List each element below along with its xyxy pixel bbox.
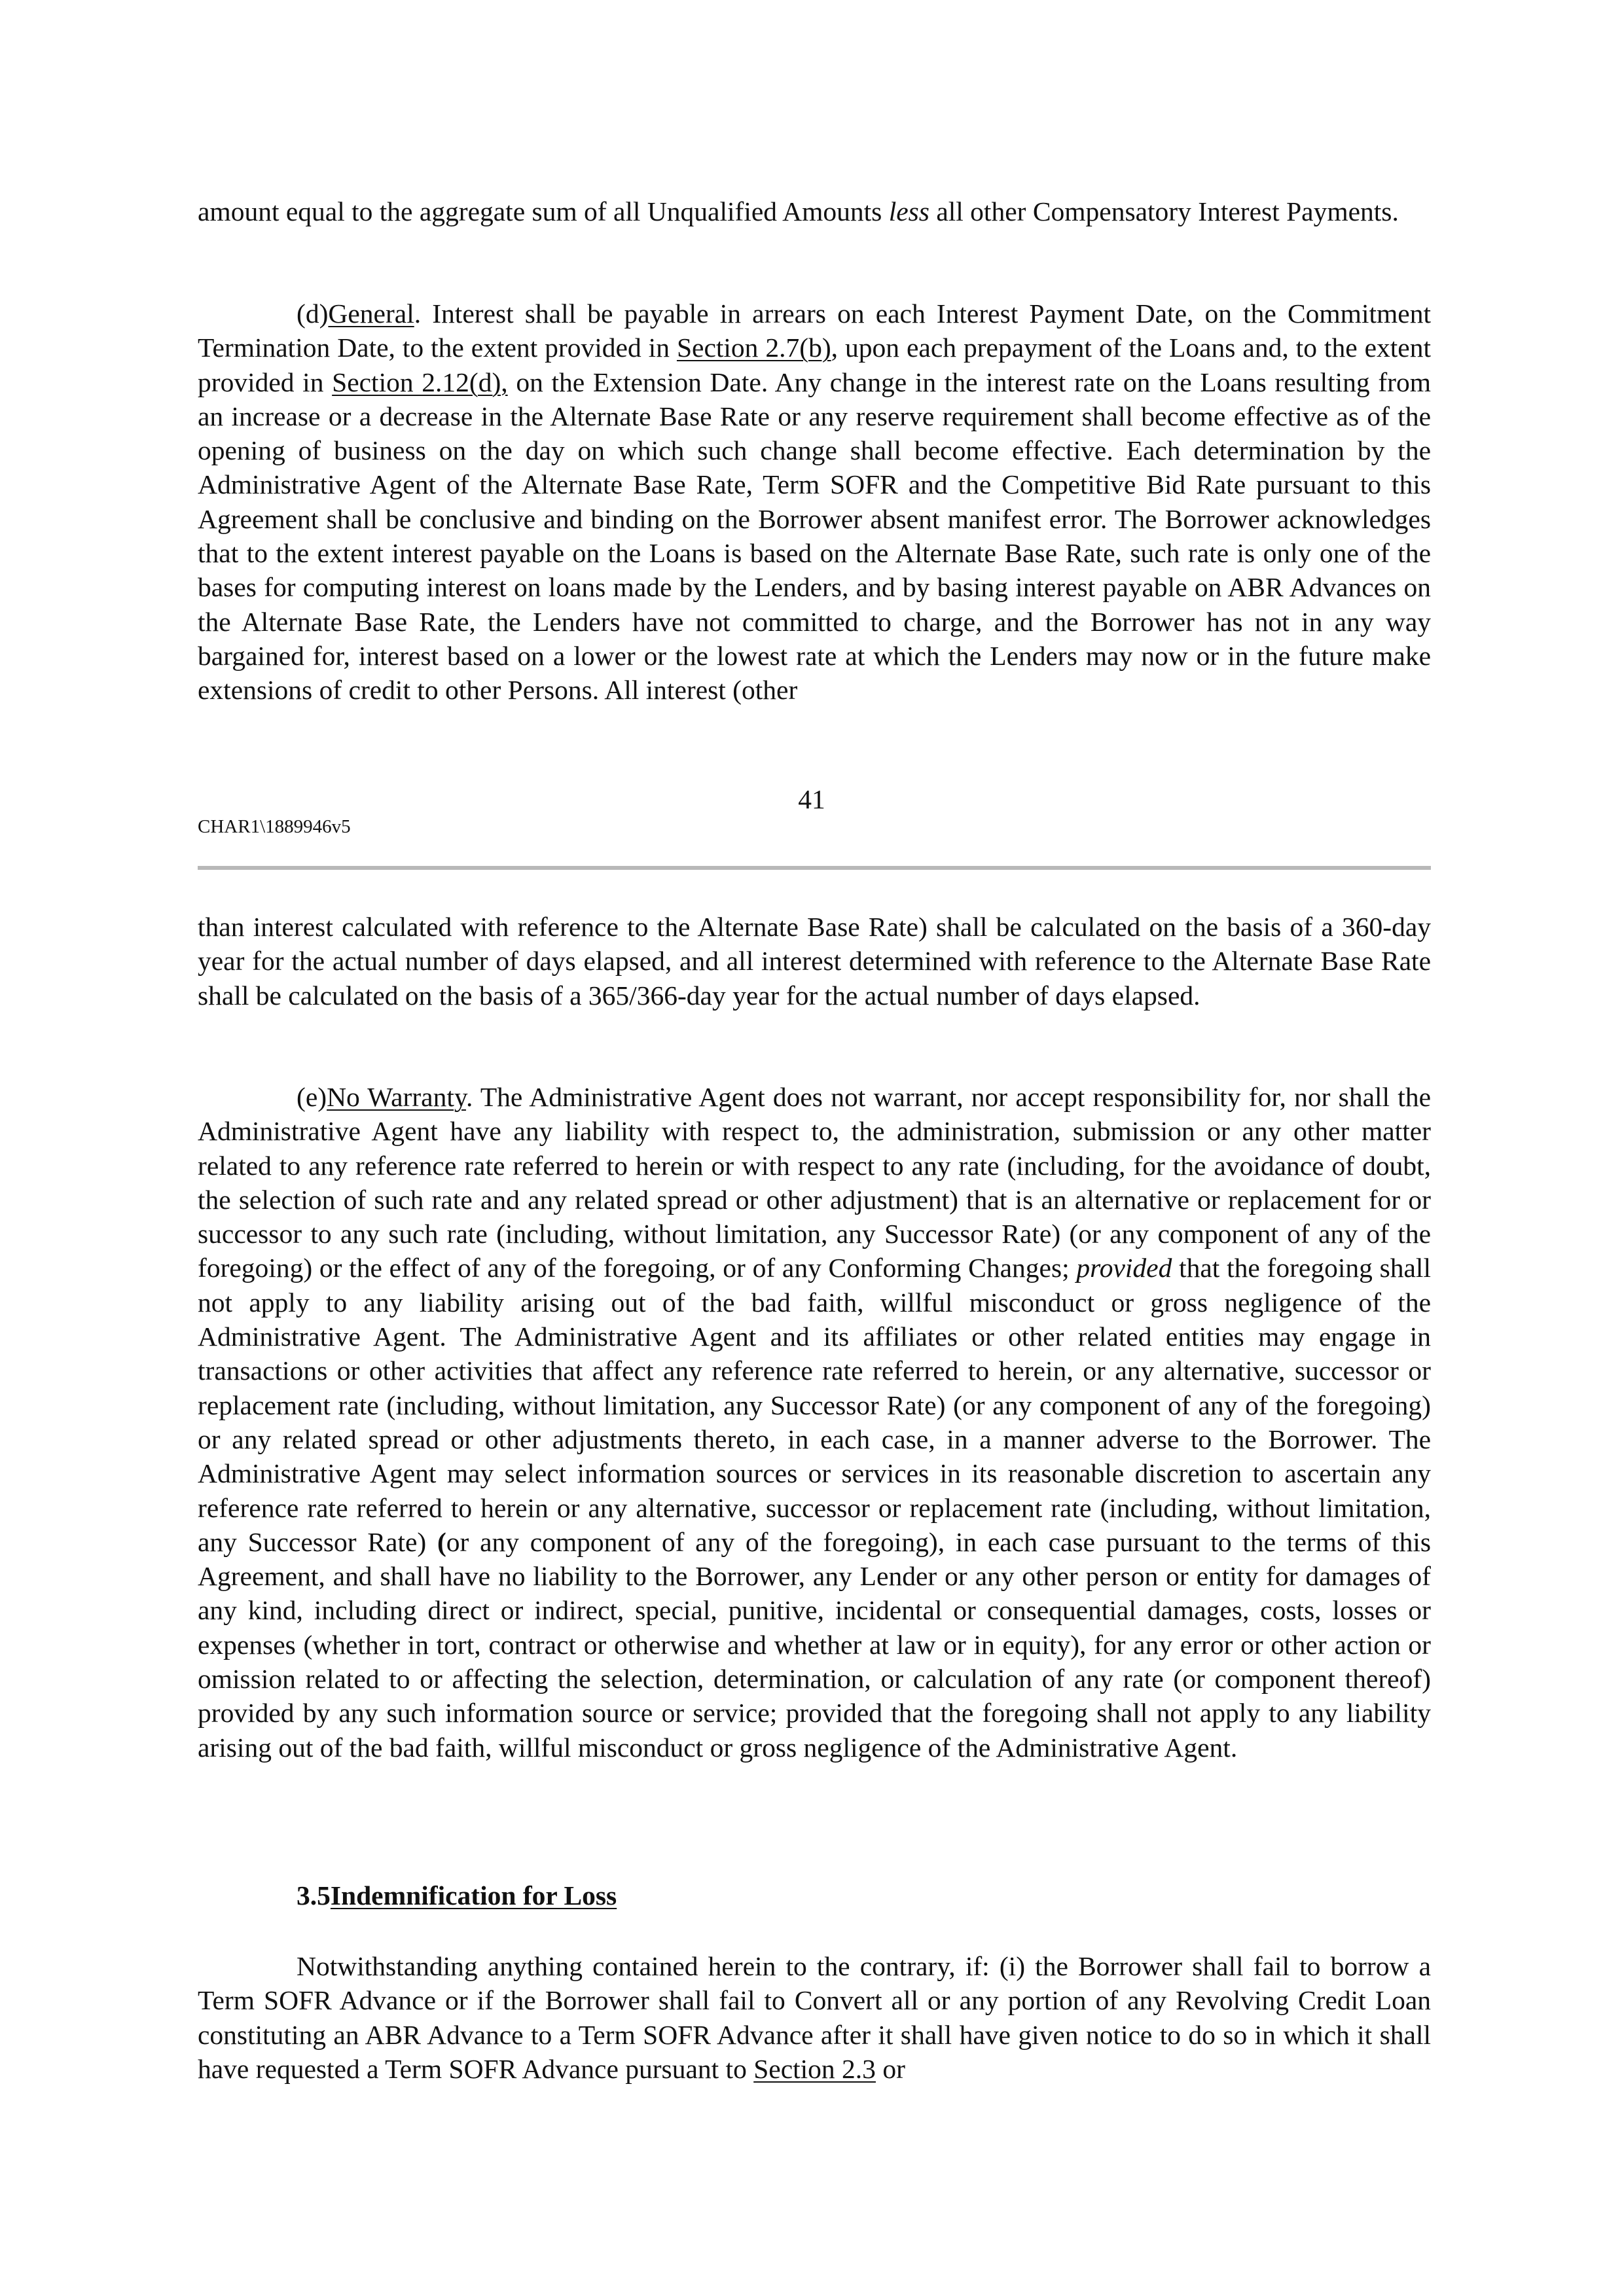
- section-reference-2-7-b: Section 2.7(b): [676, 332, 831, 363]
- italic-term-provided: provided: [1076, 1253, 1172, 1283]
- section-number: 3.5: [297, 1880, 331, 1910]
- text-run: or: [875, 2053, 905, 2084]
- page-divider: [198, 866, 1431, 870]
- paragraph-notwithstanding: [198, 1949, 1431, 2086]
- paragraph-d-general: [198, 296, 1431, 708]
- section-reference-2-12-d: Section 2.12(d),: [332, 367, 508, 397]
- paragraph-heading-no-warranty: No Warranty: [327, 1082, 466, 1112]
- italic-term-less: less: [888, 196, 929, 226]
- text-run: all other Compensatory Interest Payments.: [929, 196, 1399, 226]
- section-heading-3-5: [297, 1878, 617, 1912]
- page-number: 41: [798, 784, 825, 814]
- bold-parenthesis: (: [437, 1526, 446, 1557]
- text-run: or any component of any of the foregoing), in each case pursuant to the terms of this Agreement, and shall have no liability to the Borrower, any Lender or any other person or entity for damages of any kind, including direct or indirect, special, punitive, incidental or consequential damages, costs, losses or expenses (whether in tort, contract or otherwise and whether at law or in equity), for any error or other action or omission related to or affecting the selection, determination, or calculation of any rate (or component thereof) provided by any such information source or service; provided that the foregoing shall not apply to any liability arising out of the bad faith, willful misconduct or gross negligence of the Administrative Agent.: [198, 1526, 1432, 1763]
- text-run: . The Administrative Agent does not warrant, nor accept responsibility for, nor shall the Administrative Agent have any liability with respect to, the administration, submission or any other matter related to any reference rate referred to herein or with respect to any rate (including, for the avoidance of doubt, the selection of such rate and any related spread or other adjustment) that is an alternative or replacement for or successor to any such rate (including, without limitation, any Successor Rate) (or any component of any of the foregoing) or the effect of any of the foregoing, or of any Conforming Changes;: [198, 1082, 1431, 1283]
- text-run: . Interest shall be payable in arrears on each Interest Payment Date, on the Commitment Termination Date, to the extent provided in: [198, 298, 1431, 363]
- text-run: that the foregoing shall not apply to any liability arising out of the bad faith, willful misconduct or gross negligence of the Administrative Agent. The Administrative Agent and its affiliates or other related entities may engage in transactions or other activities that affect any reference rate referred to herein, or any alternative, successor or replacement rate (including, without limitation, any Successor Rate) (or any component of any of the foregoing) or any related spread or other adjustments thereto, in each case, in a manner adverse to the Borrower. The Administrative Agent may select information sources or services in its reasonable discretion to ascertain any reference rate referred to herein or any alternative, successor or replacement rate (including, without limitation, any Successor Rate): [198, 1253, 1431, 1557]
- paragraph-heading-general: General: [328, 298, 414, 329]
- text-run: Notwithstanding anything contained herein to the contrary, if: (i) the Borrower shall fail to borrow a Term SOFR Advance or if the Borrower shall fail to Convert all or any portion of any Revolving Credit Loan constituting an ABR Advance to a Term SOFR Advance after it shall have given notice to do so in which it shall have requested a Term SOFR Advance pursuant to: [198, 1951, 1431, 2084]
- text-run: amount equal to the aggregate sum of all Unqualified Amounts: [198, 196, 889, 226]
- paragraph-number: (d): [297, 298, 329, 329]
- text-run: on the Extension Date. Any change in the interest rate on the Loans resulting from an increase or a decrease in the Alternate Base Rate or any reserve requirement shall become effective as of the opening of business on the day on which such change shall become effective. Each determination by the Administrative Agent of the Alternate Base Rate, Term SOFR and the Competitive Bid Rate pursuant to this Agreement shall be conclusive and binding on the Borrower absent manifest error. The Borrower acknowledges that to the extent interest payable on the Loans is based on the Alternate Base Rate, such rate is only one of the bases for computing interest on loans made by the Lenders, and by basing interest payable on ABR Advances on the Alternate Base Rate, the Lenders have not committed to charge, and the Borrower has not in any way bargained for, interest based on a lower or the lowest rate at which the Lenders may now or in the future make extensions of credit to other Persons. All interest (other: [198, 367, 1431, 706]
- paragraph-number: (e): [297, 1082, 327, 1112]
- continuation-paragraph-bottom: than interest calculated with reference to the Alternate Base Rate) shall be calculated on the basis of a 360-day year for the actual number of days elapsed, and all interest determined with reference to the Alternate Base Rate shall be calculated on the basis of a 365/366-day year for the actual number of days elapsed.: [198, 912, 1431, 1011]
- section-reference-2-3: Section 2.3: [753, 2053, 876, 2084]
- section-title: Indemnification for Loss: [330, 1880, 617, 1910]
- continuation-paragraph-top: [198, 194, 1431, 228]
- text-run: , upon each prepayment of the Loans and, to the extent provided in: [198, 332, 1432, 397]
- document-id-footer: CHAR1\1889946v5: [198, 816, 351, 837]
- paragraph-e-no-warranty: [198, 1080, 1431, 1765]
